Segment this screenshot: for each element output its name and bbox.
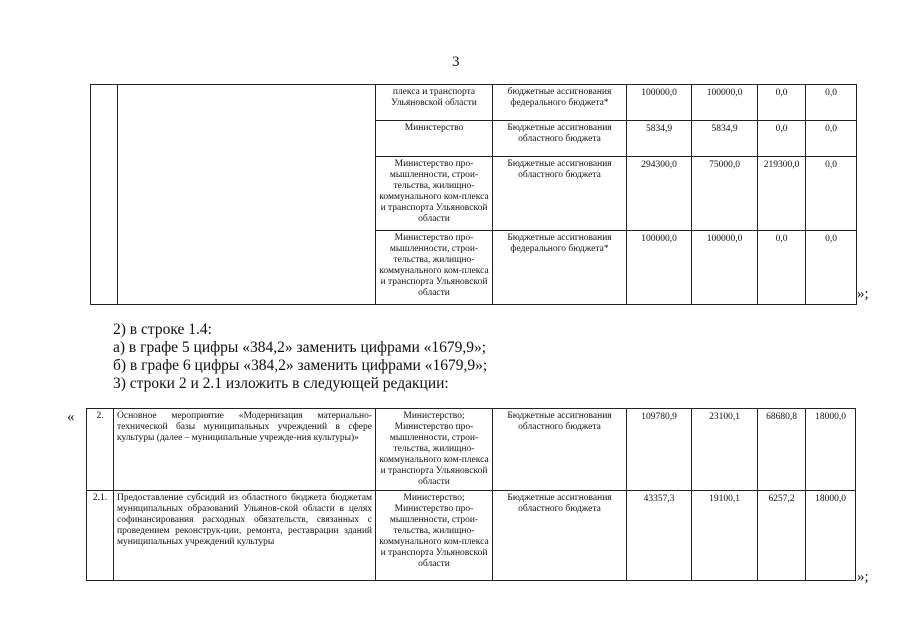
- year3-cell: 0,0: [806, 85, 857, 121]
- total-cell: 43357,3: [627, 491, 692, 581]
- funding-source-cell: Бюджетные ассигнования федерального бюджета*: [493, 231, 627, 305]
- performer-cell: Министерство про-мышленности, строи-тельства, жилищно-коммунального ком-плекса и транспорта Ульяновской области: [376, 157, 493, 231]
- table-row: [87, 491, 856, 581]
- year3-cell: 18000,0: [806, 491, 856, 581]
- page-number: 3: [452, 54, 460, 70]
- year1-cell: 19100,1: [692, 491, 758, 581]
- budget-table-new-rows: [86, 408, 856, 581]
- number-cell: 2.1.: [87, 491, 114, 581]
- year3-cell: 18000,0: [806, 409, 856, 491]
- funding-source-cell: Бюджетные ассигнования областного бюджета: [493, 491, 627, 581]
- table2-opening-quote: «: [67, 409, 75, 425]
- budget-table-continued: [90, 84, 857, 305]
- event-name-cell: [118, 85, 376, 305]
- table-row: [91, 85, 857, 121]
- year2-cell: 219300,0: [758, 157, 806, 231]
- instruction-line-4: 3) строки 2 и 2.1 изложить в следующей редакции:: [113, 375, 449, 392]
- performer-cell: Министерство: [376, 121, 493, 157]
- event-name-cell: Предоставление субсидий из областного бюджета бюджетам муниципальных образований Ульянов-ской области в целях софинансирования расходных обязательств, связанных с проведением реконструк-ции, ремонта, реставрации зданий муниципальных учреждений культуры: [114, 491, 376, 581]
- funding-source-cell: Бюджетные ассигнования областного бюджета: [493, 409, 627, 491]
- instruction-line-3: б) в графе 6 цифры «384,2» заменить цифрами «1679,9»;: [113, 357, 488, 374]
- instruction-line-1: 2) в строке 1.4:: [113, 321, 212, 338]
- year3-cell: 0,0: [806, 231, 857, 305]
- total-cell: 294300,0: [627, 157, 692, 231]
- year3-cell: 0,0: [806, 157, 857, 231]
- table1-closing-quote: »;: [857, 286, 869, 302]
- year1-cell: 23100,1: [692, 409, 758, 491]
- table2-closing-quote: »;: [857, 569, 869, 585]
- performer-cell: плекса и транспорта Ульяновской области: [376, 85, 493, 121]
- year2-cell: 0,0: [758, 85, 806, 121]
- funding-source-cell: Бюджетные ассигнования областного бюджета: [493, 157, 627, 231]
- year1-cell: 100000,0: [692, 231, 758, 305]
- total-cell: 5834,9: [627, 121, 692, 157]
- year1-cell: 75000,0: [692, 157, 758, 231]
- year2-cell: 0,0: [758, 231, 806, 305]
- performer-cell: Министерство про-мышленности, строи-тельства, жилищно-коммунального ком-плекса и транспорта Ульяновской области: [376, 231, 493, 305]
- total-cell: 100000,0: [627, 85, 692, 121]
- total-cell: 100000,0: [627, 231, 692, 305]
- performer-cell: Министерство; Министерство про-мышленности, строи-тельства, жилищно-коммунального ком-плекса и транспорта Ульяновской области: [376, 491, 493, 581]
- year2-cell: 0,0: [758, 121, 806, 157]
- year1-cell: 100000,0: [692, 85, 758, 121]
- event-name-cell: Основное мероприятие «Модернизация материально-технической базы муниципальных учреждений в сфере культуры (далее – муниципальные учрежде-ния культуры)»: [114, 409, 376, 491]
- funding-source-cell: Бюджетные ассигнования областного бюджета: [493, 121, 627, 157]
- table-row: [87, 409, 856, 491]
- year2-cell: 6257,2: [758, 491, 806, 581]
- year2-cell: 68680,8: [758, 409, 806, 491]
- performer-cell: Министерство; Министерство про-мышленности, строи-тельства, жилищно-коммунального ком-плекса и транспорта Ульяновской области: [376, 409, 493, 491]
- number-cell: 2.: [87, 409, 114, 491]
- total-cell: 109780,9: [627, 409, 692, 491]
- year3-cell: 0,0: [806, 121, 857, 157]
- instruction-line-2: а) в графе 5 цифры «384,2» заменить цифрами «1679,9»;: [113, 339, 487, 356]
- year1-cell: 5834,9: [692, 121, 758, 157]
- number-cell: [91, 85, 118, 305]
- funding-source-cell: бюджетные ассигнования федерального бюджета*: [493, 85, 627, 121]
